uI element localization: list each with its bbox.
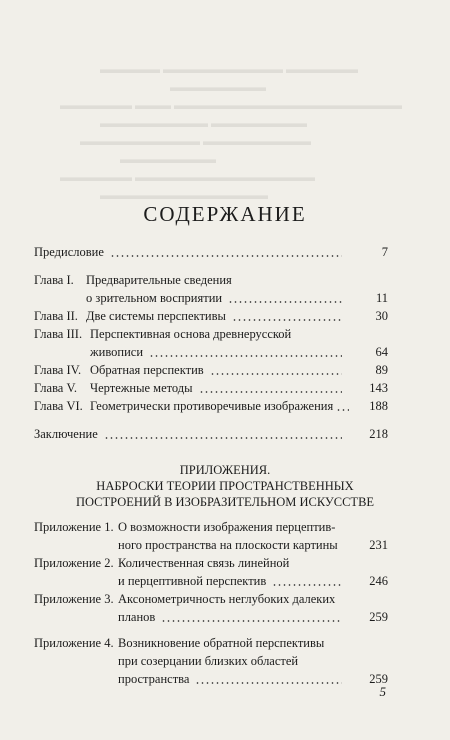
- chapter-label: Глава II.: [34, 309, 78, 323]
- toc-page-number: 143: [369, 381, 388, 395]
- appendix-title-line3: пространства: [118, 672, 190, 686]
- toc-entry-title: Обратная перспектив: [90, 363, 204, 377]
- bleed-through-text: ▬▬▬▬▬ ▬▬▬▬▬▬▬▬▬▬ ▬▬▬▬▬▬ ▬▬▬▬▬▬▬▬ ▬▬▬▬▬▬ ▬▬▬ ▬▬▬▬▬▬▬▬▬▬▬▬▬▬▬▬▬▬▬ ▬▬▬▬▬▬▬▬▬ ▬▬▬▬▬▬▬▬ ▬▬▬▬▬▬▬▬▬▬ ▬▬▬▬▬▬▬▬▬ ▬▬▬▬▬▬▬▬ ▬▬▬▬▬▬ ▬▬▬▬▬▬▬▬▬▬▬▬▬▬▬ ▬▬▬▬▬▬▬▬▬▬▬▬▬▬: [60, 62, 402, 202]
- appendix-title: Возникновение обратной перспективы: [118, 636, 325, 650]
- appendix-entry: [34, 554, 388, 572]
- appendix-heading-line: НАБРОСКИ ТЕОРИИ ПРОСТРАНСТВЕННЫХ: [96, 479, 354, 493]
- dot-leader: [104, 425, 342, 443]
- toc-page-number: 89: [375, 363, 388, 377]
- toc-entry: [34, 243, 388, 261]
- toc-page-number: 259: [369, 672, 388, 686]
- appendix-label: Приложение 4.: [34, 636, 114, 650]
- appendix-entry-continuation: [34, 572, 388, 590]
- appendix-heading: [0, 462, 450, 510]
- appendix-title-line2: ного пространства на плоскости картины: [118, 538, 338, 552]
- toc-main: [34, 243, 388, 443]
- appendix-title: Количественная связь линейной: [118, 556, 290, 570]
- toc-page-number: 246: [369, 574, 388, 588]
- appendix-entry-continuation: [34, 536, 388, 554]
- toc-page-number: 231: [369, 538, 388, 552]
- appendix-title: Аксонометричность неглубоких далеких: [118, 592, 336, 606]
- appendix-entry-continuation: [34, 670, 388, 688]
- dot-leader: [228, 289, 342, 307]
- appendix-label: Приложение 1.: [34, 520, 114, 534]
- toc-entry-title: Чертежные методы: [90, 381, 193, 395]
- toc-entry-title: Две системы перспективы: [86, 309, 226, 323]
- appendix-heading-line: ПОСТРОЕНИЙ В ИЗОБРАЗИТЕЛЬНОМ ИСКУССТВЕ: [75, 495, 375, 509]
- toc-page-number: 218: [369, 427, 388, 441]
- appendix-title: О возможности изображения перцептив-: [118, 520, 336, 534]
- toc-entry: [34, 361, 388, 379]
- appendix-heading-line: ПРИЛОЖЕНИЯ.: [179, 463, 271, 477]
- appendix-label: Приложение 2.: [34, 556, 114, 570]
- toc-page-number: 64: [375, 345, 388, 359]
- appendix-title-line2: планов: [118, 610, 156, 624]
- toc-page-number: 7: [381, 245, 388, 259]
- dot-leader: [336, 397, 349, 415]
- toc-page-number: 259: [369, 610, 388, 624]
- toc-entry-title-line2: живописи: [90, 345, 144, 359]
- toc-entry: [34, 397, 388, 415]
- toc-entry-continuation: [34, 343, 388, 361]
- chapter-label: Глава V.: [34, 381, 78, 395]
- appendix-entry: [34, 634, 388, 652]
- dot-leader: [232, 307, 342, 325]
- toc-entry-title: Перспективная основа древнерусской: [90, 327, 292, 341]
- dot-leader: [110, 243, 342, 261]
- appendix-entry-continuation: [34, 652, 388, 670]
- toc-entry-continuation: [34, 289, 388, 307]
- toc-entry: [34, 425, 388, 443]
- toc-entry-title: Геометрически противоречивые изображения: [90, 399, 334, 413]
- appendix-title-line2: при созерцании близких областей: [118, 654, 299, 668]
- toc-entry: [34, 307, 388, 325]
- dot-leader: [195, 670, 342, 688]
- dot-leader: [149, 343, 342, 361]
- toc-page-number: 11: [375, 291, 388, 305]
- appendix-entry-continuation: [34, 608, 388, 626]
- toc-entry: [34, 271, 388, 289]
- toc-entry-title: Предисловие: [34, 245, 104, 259]
- toc-entry-title: Предварительные сведения: [86, 273, 232, 287]
- chapter-label: Глава VI.: [34, 399, 83, 413]
- dot-leader: [210, 361, 342, 379]
- appendix-title-line2: и перцептивной перспектив: [118, 574, 267, 588]
- page-number: 5: [379, 684, 386, 699]
- toc-appendices: [34, 518, 388, 688]
- toc-page-number: 188: [369, 399, 388, 413]
- dot-leader: [161, 608, 342, 626]
- chapter-label: Глава IV.: [34, 363, 82, 377]
- chapter-label: Глава I.: [34, 273, 74, 287]
- toc-entry-title-line2: о зрительном восприятии: [86, 291, 223, 305]
- dot-leader: [199, 379, 342, 397]
- appendix-entry: [34, 590, 388, 608]
- page-title: СОДЕРЖАНИЕ: [143, 202, 307, 226]
- appendix-entry: [34, 518, 388, 536]
- chapter-label: Глава III.: [34, 327, 83, 341]
- toc-entry: [34, 379, 388, 397]
- appendix-label: Приложение 3.: [34, 592, 114, 606]
- toc-page-number: 30: [375, 309, 388, 323]
- toc-entry-title: Заключение: [34, 427, 98, 441]
- toc-entry: [34, 325, 388, 343]
- dot-leader: [272, 572, 342, 590]
